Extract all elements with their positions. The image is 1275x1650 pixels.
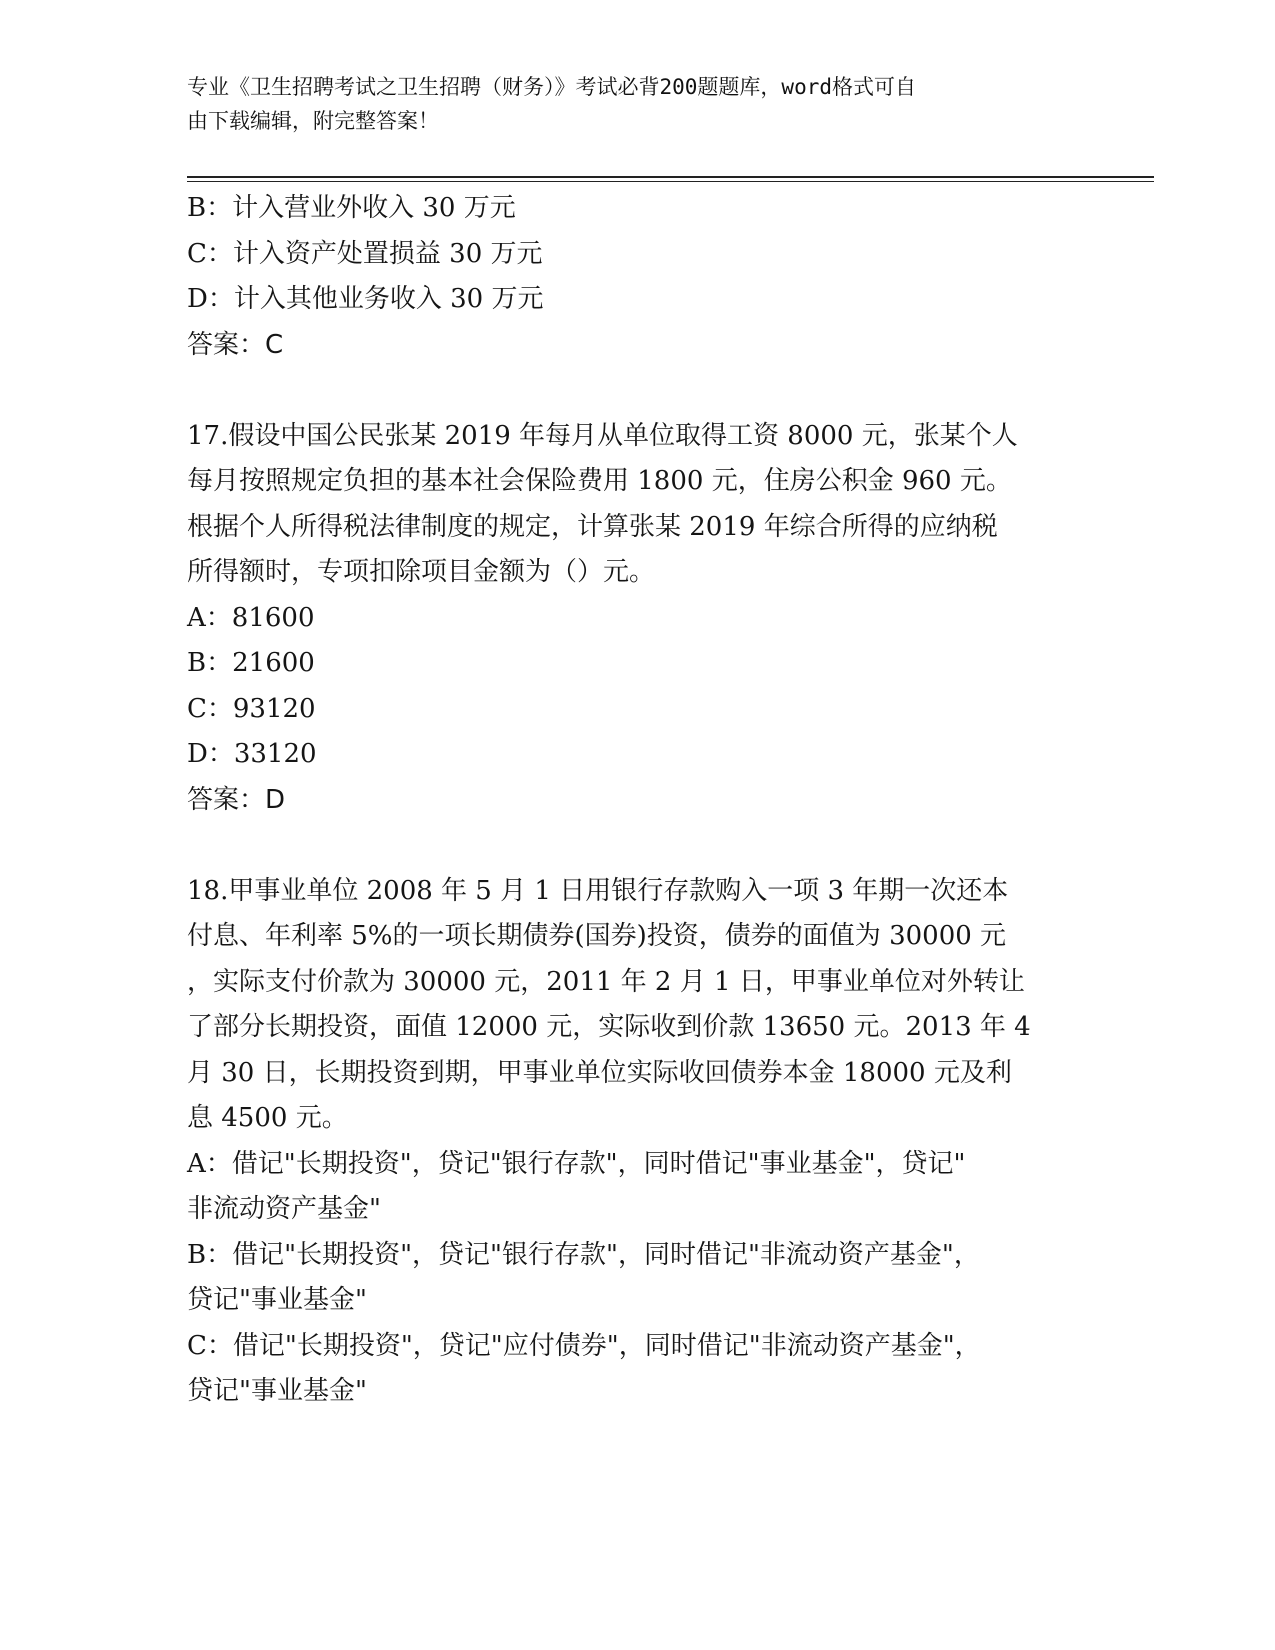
q16-option-c: C：计入资产处置损益 30 万元 (187, 238, 543, 269)
q17-option-d: D：33120 (187, 739, 317, 769)
q17-option-b: B：21600 (187, 648, 315, 678)
header-divider (187, 176, 1154, 182)
q18-option-b-line: 贷记"事业基金" (187, 1285, 367, 1315)
q18-stem-line: ，实际支付价款为 30000 元，2011 年 2 月 1 日，甲事业单位对外转让 (187, 966, 1025, 997)
q17-option-a: A：81600 (187, 602, 315, 633)
q18-stem-line: 月 30 日，长期投资到期，甲事业单位实际收回债券本金 18000 元及利 (187, 1057, 1012, 1088)
q17-stem-line: 每月按照规定负担的基本社会保险费用 1800 元，住房公积金 960 元。 (187, 466, 1012, 496)
header-title-line-2: 由下载编辑，附完整答案！ (187, 109, 439, 133)
q18-option-a-line: 非流动资产基金" (187, 1194, 381, 1224)
question-content (187, 186, 1067, 1415)
header-title-line-1: 专业《卫生招聘考试之卫生招聘（财务）》考试必背200题题库，word格式可自 (187, 75, 916, 99)
q16-answer: 答案：C (187, 329, 284, 360)
q18-stem-line: 了部分长期投资，面值 12000 元，实际收到价款 13650 元。2013 年 4 (187, 1012, 1031, 1042)
q18-option-a-line: A：借记"长期投资"，贷记"银行存款"，同时借记"事业基金"，贷记" (187, 1148, 966, 1179)
spacer (187, 368, 1067, 414)
q17-stem-line: 根据个人所得税法律制度的规定，计算张某 2019 年综合所得的应纳税 (187, 511, 998, 542)
page-header (187, 70, 1067, 138)
q17-stem-line: 17.假设中国公民张某 2019 年每月从单位取得工资 8000 元，张某个人 (187, 420, 1018, 451)
q17-option-c: C：93120 (187, 693, 316, 724)
q17-answer: 答案：D (187, 784, 286, 815)
question-18 (187, 869, 1067, 1415)
q18-stem-line: 18.甲事业单位 2008 年 5 月 1 日用银行存款购入一项 3 年期一次还本 (187, 875, 1009, 906)
question-17 (187, 414, 1067, 824)
q18-stem-line: 付息、年利率 5%的一项长期债券(国券)投资，债券的面值为 30000 元 (187, 921, 1007, 951)
question-16 (187, 186, 1067, 368)
q18-stem-line: 息 4500 元。 (187, 1103, 348, 1133)
q17-stem-line: 所得额时，专项扣除项目金额为（）元。 (187, 557, 656, 587)
q16-option-d: D：计入其他业务收入 30 万元 (187, 284, 544, 314)
q18-option-c-line: C：借记"长期投资"，贷记"应付债券"，同时借记"非流动资产基金"， (187, 1330, 981, 1361)
spacer (187, 823, 1067, 869)
q16-option-b: B：计入营业外收入 30 万元 (187, 193, 516, 223)
q18-option-b-line: B：借记"长期投资"，贷记"银行存款"，同时借记"非流动资产基金"， (187, 1239, 980, 1270)
q18-option-c-line: 贷记"事业基金" (187, 1376, 367, 1406)
